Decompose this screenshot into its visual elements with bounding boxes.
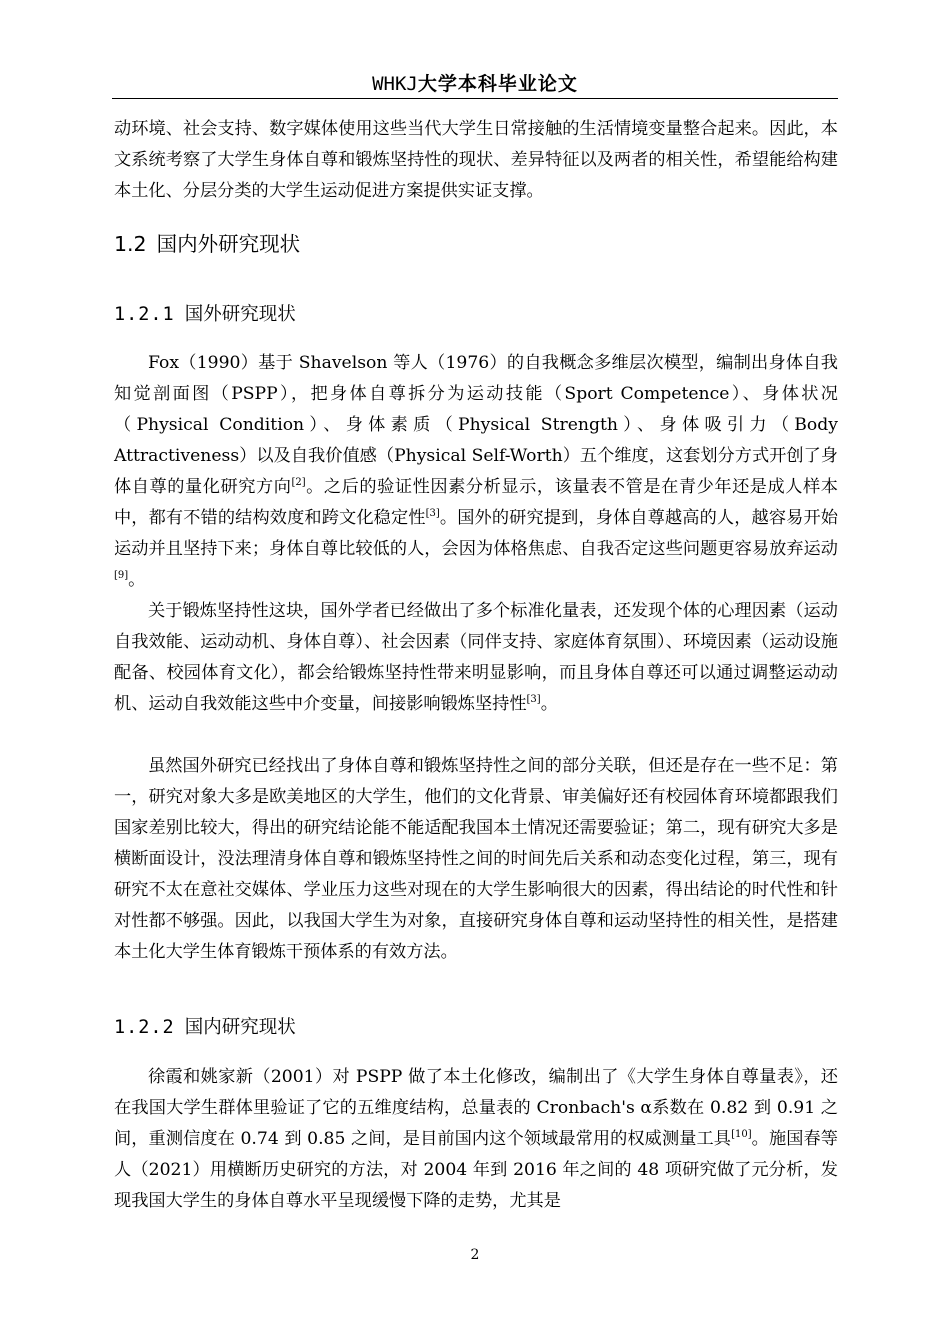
text-run: 。国外的研究提到，身体自尊越高的人，越容易开始运动并且坚持下来；身体自尊比较低的人，会因为体格焦虑、自我否定这些问题更容易放弃运动 [114,508,838,559]
intro-paragraph-tail: 动环境、社会支持、数字媒体使用这些当代大学生日常接触的生活情境变量整合起来。因此，本文系统考察了大学生身体自尊和锻炼坚持性的现状、差异特征以及两者的相关性，希望能给构建本土化、分层分类的大学生运动促进方案提供实证支撑。 [114,119,838,201]
text-run: 。之后的验证性因素分析显示，该量表不管是在青少年还是成人样本中，都有不错的结构效度和跨文化稳定性 [114,477,838,528]
page-number: 2 [470,1247,480,1263]
subsection-heading-1-2-2 [114,1013,296,1043]
citation: [3] [425,508,440,519]
citation: [3] [526,694,541,705]
text-run: 关于锻炼坚持性这块，国外学者已经做出了多个标准化量表，还发现个体的心理因素（运动自我效能、运动动机、身体自尊）、社会因素（同伴支持、家庭体育氛围）、环境因素（运动设施配备、校园体育文化），都会给锻炼坚持性带来明显影响，而且身体自尊还可以通过调整运动动机、运动自我效能这些中介变量，间接影响锻炼坚持性 [114,601,838,714]
header-latin: WHKJ [372,73,418,95]
text-run: 徐霞和姚家新（2001）对 PSPP 做了本土化修改，编制出了《大学生身体自尊量表》，还在我国大学生群体里验证了它的五维度结构，总量表的 Cronbach's α系数在 0.82 到 0.91 之间，重测信度在 0.74 到 0.85 之间，是目前国内这个领域最常用的权威测量工具 [114,1067,838,1149]
text-run: Fox（1990）基于 Shavelson 等人（1976）的自我概念多维层次模型，编制出身体自我知觉剖面图（PSPP），把身体自尊拆分为运动技能（Sport Competence）、身体状况（Physical Condition）、身体素质（Physical Strength）、身体吸引力（Body Attractiveness）以及自我价值感（Physical Self-Worth）五个维度，这套划分方式开创了身体自尊的量化研究方向 [114,353,838,497]
text-run: 。 [128,570,146,590]
section-title: 国内外研究现状 [156,232,301,256]
header-rule [112,98,838,99]
subsection-number: 1.2.2 [114,1017,175,1038]
foreign-paragraph-1 [114,348,838,596]
section-heading-1-2 [114,229,300,259]
citation: [2] [291,477,306,488]
foreign-paragraph-2 [114,596,838,720]
citation: [9] [114,570,129,581]
subsection-heading-1-2-1 [114,300,296,330]
header-title: 大学本科毕业论文 [417,73,578,95]
foreign-paragraph-3: 虽然国外研究已经找出了身体自尊和锻炼坚持性之间的部分关联，但还是存在一些不足：第一，研究对象大多是欧美地区的大学生，他们的文化背景、审美偏好还有校园体育环境都跟我们国家差别比较大，得出的研究结论能不能适配我国本土情况还需要验证；第二，现有研究大多是横断面设计，没法理清身体自尊和锻炼坚持性之间的时间先后关系和动态变化过程，第三，现有研究不太在意社交媒体、学业压力这些对现在的大学生影响很大的因素，得出结论的时代性和针对性都不够强。因此，以我国大学生为对象，直接研究身体自尊和运动坚持性的相关性，是搭建本土化大学生体育锻炼干预体系的有效方法。 [114,756,838,962]
text-run: 。 [540,694,558,714]
running-header [112,70,838,98]
citation: [10] [731,1129,752,1140]
subsection-title: 国内研究现状 [184,1017,296,1038]
subsection-title: 国外研究现状 [184,304,296,325]
text-run: 。施国春等人（2021）用横断历史研究的方法，对 2004 年到 2016 年之间的 48 项研究做了元分析，发现我国大学生的身体自尊水平呈现缓慢下降的走势，尤其是 [114,1129,838,1211]
section-number: 1.2 [114,232,147,256]
domestic-paragraph-1 [114,1062,838,1217]
subsection-number: 1.2.1 [114,304,175,325]
